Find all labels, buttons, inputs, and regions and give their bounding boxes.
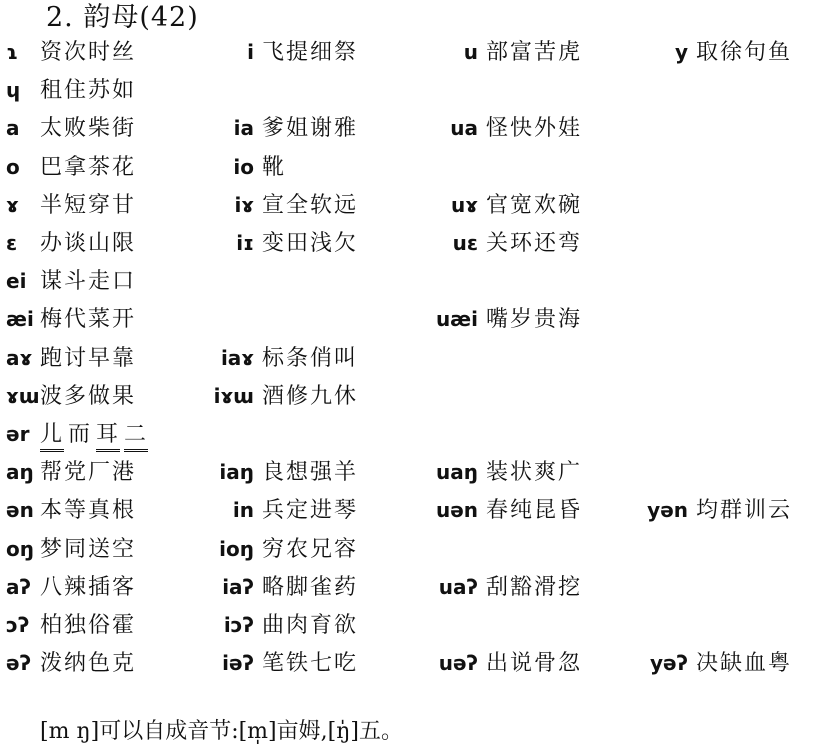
final-examples: 宣全软远: [262, 192, 359, 218]
final-ipa: uən: [435, 498, 478, 523]
final-ipa: aɤ: [6, 345, 33, 370]
final-row: [0, 36, 840, 68]
final-examples: 泼纳色克: [40, 651, 137, 677]
final-examples: 帮党厂港: [40, 460, 137, 486]
final-ipa: yəʔ: [649, 651, 688, 676]
final-cell: [6, 112, 136, 144]
example-char: 而: [68, 422, 93, 447]
final-examples: 出说骨忽: [486, 651, 583, 677]
final-examples: 良想强羊: [262, 460, 359, 486]
final-ipa: iaɤ: [220, 345, 254, 370]
final-ipa: ər: [6, 422, 30, 446]
final-ipa: in: [232, 498, 254, 523]
final-ipa: io: [233, 154, 254, 179]
final-ipa: ən: [6, 498, 34, 523]
final-ipa: uəʔ: [438, 651, 478, 676]
final-ipa: u: [463, 40, 478, 64]
final-cell: [204, 36, 358, 68]
final-ipa: i: [247, 40, 254, 64]
final-ipa: ɤɯ: [6, 383, 40, 408]
final-examples: 均群训云: [696, 498, 793, 524]
final-cell: [204, 647, 358, 679]
final-ipa: uaʔ: [438, 574, 478, 599]
final-cell: [204, 189, 358, 221]
final-cell: [6, 227, 136, 259]
final-ipa: o: [6, 154, 20, 179]
final-examples: 梅代菜开: [40, 307, 137, 333]
final-ipa: uɛ: [452, 231, 478, 255]
final-cell: [640, 494, 792, 526]
final-examples: 梦同送空: [40, 536, 137, 562]
final-examples: 跑讨早靠: [40, 345, 137, 371]
final-ipa: a: [6, 116, 20, 141]
final-examples: 兵定进琴: [262, 498, 359, 524]
final-ipa: uaŋ: [436, 460, 478, 485]
final-cell: [204, 456, 358, 488]
section-heading: 2. 韵母(42): [46, 2, 199, 33]
final-cell: [6, 418, 152, 450]
final-examples: 官宽欢碗: [486, 192, 583, 218]
final-examples: 决缺血粤: [696, 651, 793, 677]
final-cell: [640, 647, 792, 679]
final-examples: 租住苏如: [40, 78, 137, 104]
final-examples: 太败柴街: [40, 116, 137, 142]
final-examples: 穷农兄容: [262, 536, 359, 562]
final-ipa: aŋ: [6, 460, 34, 485]
final-row: [0, 647, 840, 679]
final-cell: [6, 494, 136, 526]
final-row: [0, 151, 840, 183]
final-cell: [6, 609, 136, 641]
final-row: [0, 227, 840, 259]
final-cell: [6, 647, 136, 679]
final-examples: 半短穿甘: [40, 192, 137, 218]
final-cell: [426, 647, 582, 679]
final-ipa: iɤɯ: [213, 383, 254, 408]
final-cell: [640, 36, 792, 68]
final-ipa: ei: [6, 269, 27, 294]
final-cell: [426, 494, 582, 526]
final-examples: 资次时丝: [40, 40, 137, 65]
final-cell: [204, 571, 358, 603]
example-char: 儿: [40, 422, 64, 452]
final-cell: [204, 380, 358, 412]
final-examples: 怪快外娃: [486, 116, 583, 142]
example-char: 耳: [96, 422, 120, 452]
final-ipa: ɥ: [6, 78, 21, 103]
final-ipa: iɪ: [236, 231, 254, 255]
final-cell: [6, 265, 136, 297]
final-cell: [6, 571, 136, 603]
final-cell: [6, 303, 136, 335]
final-examples: 关环还弯: [486, 231, 583, 256]
final-ipa: yən: [647, 498, 688, 523]
final-examples: 春纯昆昏: [486, 498, 583, 524]
final-examples: 办谈山限: [40, 231, 137, 256]
final-examples: 波多做果: [40, 383, 137, 409]
final-cell: [6, 342, 136, 374]
final-cell: [204, 342, 358, 374]
final-row: [0, 112, 840, 144]
final-ipa: iɤ: [234, 192, 254, 217]
final-cell: [426, 189, 582, 221]
final-examples: 部富苦虎: [486, 40, 583, 65]
final-row: [0, 189, 840, 221]
final-cell: [6, 74, 136, 106]
final-cell: [204, 112, 358, 144]
final-examples: 靴: [262, 154, 287, 180]
final-row: [0, 342, 840, 374]
final-examples: 巴拿茶花: [40, 154, 137, 180]
final-row: [0, 380, 840, 412]
final-examples: [40, 419, 152, 452]
final-ipa: ɛ: [6, 231, 18, 255]
final-ipa: aʔ: [6, 574, 31, 599]
final-row: [0, 609, 840, 641]
syllabic-nasal-footnote: [m ŋ]可以自成音节:[m̩]亩姆,[ŋ̍]五。: [40, 719, 403, 744]
final-examples: 变田浅欠: [262, 231, 359, 256]
final-ipa: iəʔ: [222, 651, 254, 676]
final-ipa: æi: [6, 307, 34, 332]
final-ipa: iaʔ: [222, 574, 254, 599]
final-examples: 略脚雀药: [262, 574, 359, 600]
final-row: [0, 418, 840, 450]
final-examples: 飞提细祭: [262, 40, 359, 65]
final-ipa: ioŋ: [219, 536, 254, 561]
final-cell: [426, 571, 582, 603]
final-cell: [204, 609, 358, 641]
final-cell: [204, 533, 358, 565]
final-examples: 笔铁七吃: [262, 651, 359, 677]
final-examples: 柏独俗霍: [40, 613, 137, 638]
final-cell: [426, 112, 582, 144]
final-examples: 爹姐谢雅: [262, 116, 359, 142]
example-char: 二: [124, 422, 148, 452]
final-ipa: ɤ: [6, 192, 19, 217]
final-cell: [6, 456, 136, 488]
final-ipa: ɿ: [6, 40, 18, 64]
final-ipa: iaŋ: [219, 460, 254, 485]
final-row: [0, 456, 840, 488]
final-row: [0, 265, 840, 297]
final-examples: 装状爽广: [486, 460, 583, 486]
final-cell: [204, 151, 286, 183]
final-examples: 刮豁滑挖: [486, 574, 583, 600]
final-examples: 嘴岁贵海: [486, 307, 583, 333]
final-row: [0, 303, 840, 335]
final-examples: 谋斗走口: [40, 269, 137, 295]
final-cell: [426, 36, 582, 68]
final-cell: [204, 494, 358, 526]
final-ipa: əʔ: [6, 651, 32, 676]
final-examples: 曲肉育欲: [262, 613, 359, 638]
final-row: [0, 494, 840, 526]
final-row: [0, 533, 840, 565]
final-ipa: uæi: [435, 307, 478, 332]
final-ipa: uɤ: [451, 192, 478, 217]
final-examples: 标条俏叫: [262, 345, 359, 371]
final-cell: [204, 227, 358, 259]
final-cell: [6, 533, 136, 565]
final-row: [0, 571, 840, 603]
final-ipa: ia: [233, 116, 254, 141]
final-examples: 八辣插客: [40, 574, 137, 600]
final-cell: [6, 151, 136, 183]
final-ipa: oŋ: [6, 536, 34, 561]
final-cell: [426, 303, 582, 335]
final-row: [0, 74, 840, 106]
final-examples: 取徐句鱼: [696, 40, 793, 65]
final-ipa: iɔʔ: [223, 613, 254, 637]
final-ipa: y: [674, 40, 688, 64]
final-cell: [426, 227, 582, 259]
final-cell: [6, 380, 136, 412]
final-examples: 酒修九休: [262, 383, 359, 409]
final-ipa: ua: [450, 116, 478, 141]
final-cell: [426, 456, 582, 488]
final-examples: 本等真根: [40, 498, 137, 524]
final-cell: [6, 36, 136, 68]
final-cell: [6, 189, 136, 221]
final-ipa: ɔʔ: [6, 613, 30, 637]
